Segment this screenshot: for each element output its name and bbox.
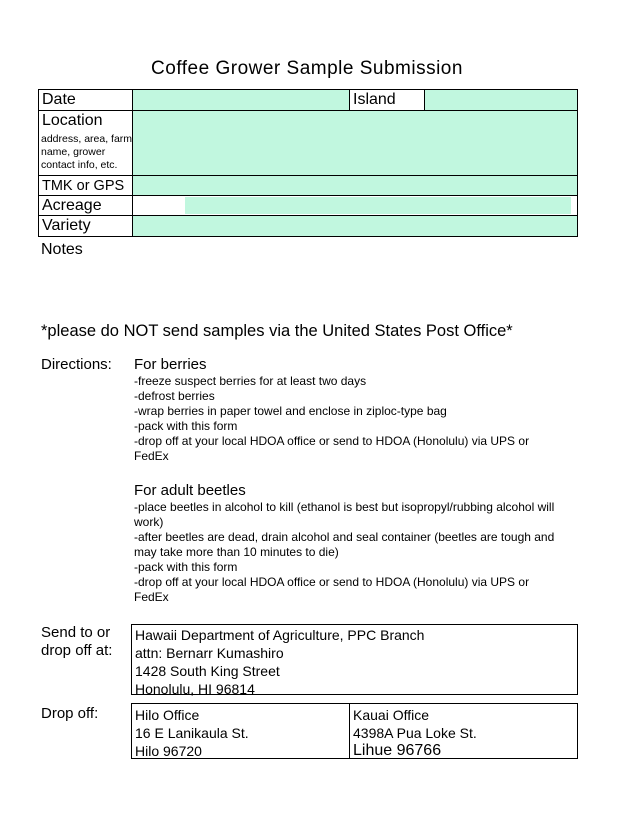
address-line: attn: Bernarr Kumashiro xyxy=(135,645,284,661)
date-label: Date xyxy=(42,91,76,108)
postal-warning: *please do NOT send samples via the United States Post Office* xyxy=(41,322,513,340)
send-to-label xyxy=(41,624,112,660)
address-line: 16 E Lanikaula St. xyxy=(135,725,249,741)
berries-step: -defrost berries xyxy=(134,389,215,403)
address-line: Honolulu, HI 96814 xyxy=(135,681,255,697)
tmk-label: TMK or GPS xyxy=(42,178,125,194)
beetles-step: -place beetles in alcohol to kill (ethanol is best but isopropyl/rubbing alcohol will work) xyxy=(134,500,555,529)
drop-off-label: Drop off: xyxy=(41,705,99,722)
berries-heading: For berries xyxy=(134,356,207,373)
send-to-label-line: drop off at: xyxy=(41,642,113,659)
notes-label: Notes xyxy=(41,241,83,258)
beetles-step: -after beetles are dead, drain alcohol and seal container (beetles are tough and may take more than 10 minutes to die) xyxy=(134,530,555,559)
beetles-step: -drop off at your local HDOA office or send to HDOA (Honolulu) via UPS or FedEx xyxy=(134,575,530,604)
variety-label-cell xyxy=(38,215,133,237)
address-line: Lihue 96766 xyxy=(353,742,442,759)
tmk-field[interactable] xyxy=(132,175,578,196)
island-label: Island xyxy=(353,91,396,108)
island-field[interactable] xyxy=(424,89,578,111)
directions-label: Directions: xyxy=(41,356,112,373)
location-label: Location xyxy=(42,112,103,129)
location-label-cell xyxy=(38,110,133,176)
acreage-label-cell xyxy=(38,195,133,216)
date-label-cell xyxy=(38,89,133,111)
address-line: Kauai Office xyxy=(353,707,430,723)
location-field[interactable] xyxy=(132,110,578,176)
acreage-field[interactable] xyxy=(185,197,571,214)
address-line: Hilo Office xyxy=(135,707,200,723)
berries-step: -drop off at your local HDOA office or send to HDOA (Honolulu) via UPS or FedEx xyxy=(134,434,530,463)
tmk-label-cell xyxy=(38,175,133,196)
berries-steps xyxy=(134,374,579,464)
date-field[interactable] xyxy=(132,89,350,111)
island-label-cell xyxy=(349,89,425,111)
beetles-heading: For adult beetles xyxy=(134,482,246,499)
variety-label: Variety xyxy=(42,217,91,234)
address-line: Hawaii Department of Agriculture, PPC Branch xyxy=(135,627,425,643)
address-line: Hilo 96720 xyxy=(135,743,202,759)
berries-step: -freeze suspect berries for at least two days xyxy=(134,374,367,388)
location-hint: address, area, farm name, grower contact info, etc. xyxy=(41,133,133,171)
berries-step: -pack with this form xyxy=(134,419,238,433)
address-line: 1428 South King Street xyxy=(135,663,280,679)
acreage-label: Acreage xyxy=(42,197,102,214)
kauai-office-address xyxy=(349,703,578,759)
send-to-label-line: Send to or xyxy=(41,624,111,641)
address-line: 4398A Pua Loke St. xyxy=(353,725,477,741)
acreage-cell xyxy=(132,195,578,216)
page-title: Coffee Grower Sample Submission xyxy=(151,58,463,79)
variety-field[interactable] xyxy=(132,215,578,237)
beetles-step: -pack with this form xyxy=(134,560,238,574)
berries-step: -wrap berries in paper towel and enclose in ziploc-type bag xyxy=(134,404,447,418)
hilo-office-address xyxy=(131,703,350,759)
beetles-steps xyxy=(134,500,579,605)
send-to-address xyxy=(131,624,578,695)
